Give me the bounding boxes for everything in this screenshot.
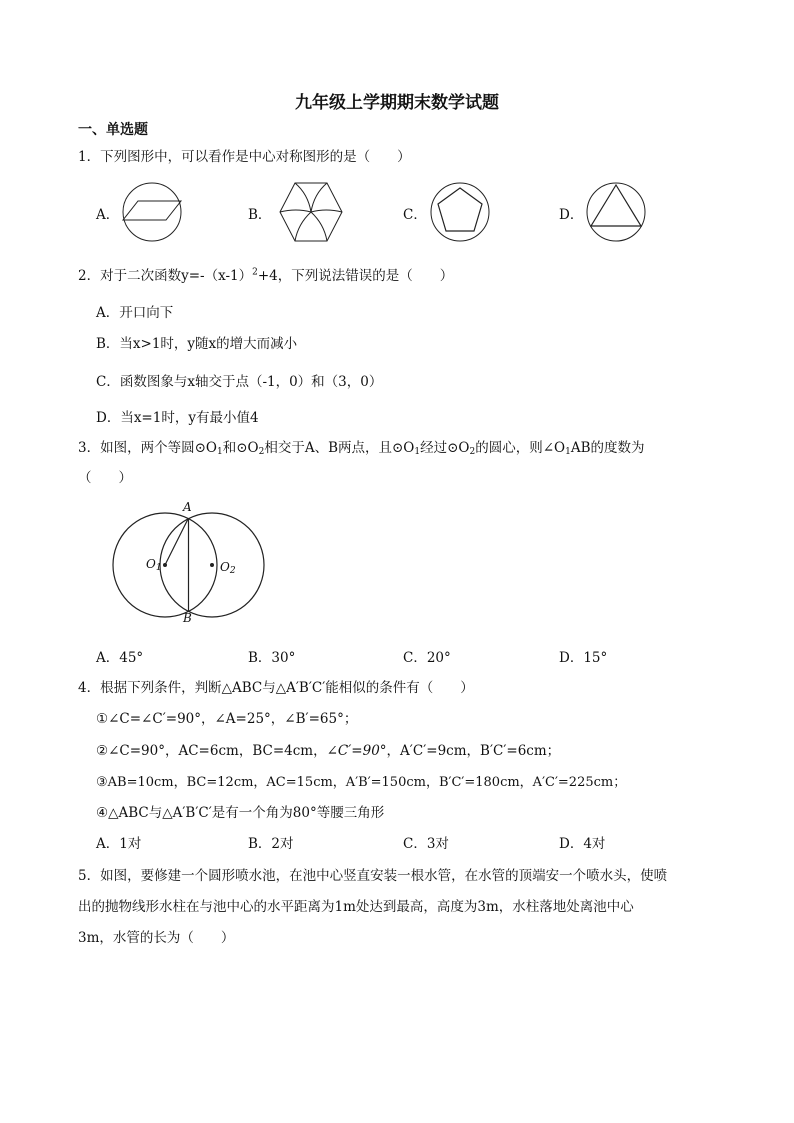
q4-option-c: C．3对 — [403, 836, 449, 852]
q3-option-a: A．45° — [96, 650, 144, 666]
q4-option-a: A．1对 — [96, 836, 142, 852]
q3-point-a-label: A — [183, 500, 192, 514]
q4-condition-1: ①∠C=∠C′=90°，∠A=25°，∠B′=65°； — [96, 711, 358, 727]
q4-option-d: D．4对 — [559, 836, 606, 852]
q4-condition-2: ②∠C=90°，AC=6cm，BC=4cm，∠C′=90°，A′C′=9cm，B′C′=6cm； — [96, 743, 561, 759]
q4-stem: 4．根据下列条件，判断△ABC与△A′B′C′能相似的条件有（ ） — [78, 680, 474, 696]
q3-option-c: C．20° — [403, 650, 451, 666]
q2-option-d: D．当x=1时，y有最小值4 — [96, 410, 259, 426]
q1-figure-a-circle-parallelogram — [120, 180, 184, 244]
q3-point-o1-label: $O_1$ — [146, 557, 162, 573]
page-title: 九年级上学期期末数学试题 — [295, 93, 499, 113]
q5-stem-line1: 5．如图，要修建一个圆形喷水池，在池中心竖直安装一根水管，在水管的顶端安一个喷水头，使喷 — [78, 868, 668, 884]
q1-figure-b-hexagon-petals — [278, 180, 344, 244]
q1-option-c-label: C． — [403, 207, 427, 223]
q2-option-a: A．开口向下 — [96, 305, 174, 321]
q1-stem: 1．下列图形中，可以看作是中心对称图形的是（ ） — [78, 149, 411, 165]
q3-stem-line2: （ ） — [78, 470, 132, 486]
q2-stem: 2．对于二次函数$y=-(x-1)^2+4$，下列说法错误的是（ ） — [78, 267, 454, 284]
section-heading: 一、单选题 — [78, 122, 148, 138]
q1-option-d-label: D． — [559, 207, 584, 223]
q2-option-c: C．函数图象与x轴交于点（-1，0）和（3，0） — [96, 374, 383, 390]
q3-stem-line1: 3．如图，两个等圆$⊙O_1$和$⊙O_2$相交于A、B两点，且$⊙O_1$经过$⊙O_2$的圆心，则$\angle O_1AB$的度数为 — [78, 440, 645, 457]
q5-stem-line3: 3m，水管的长为（ ） — [78, 930, 235, 946]
q1-figure-d-circle-triangle — [584, 180, 648, 244]
q3-option-d: D．15° — [559, 650, 608, 666]
q5-stem-line2: 出的抛物线形水柱在与池中心的水平距离为1m处达到最高，高度为3m，水柱落地处离池中心 — [78, 899, 634, 915]
q4-condition-3: ③AB=10cm，BC=12cm，AC=15cm，A′B′=150cm，B′C′=180cm，A′C′=225cm； — [96, 775, 627, 790]
q3-option-b: B．30° — [248, 650, 296, 666]
q3-point-b-label: B — [183, 611, 192, 625]
q4-option-b: B．2对 — [248, 836, 294, 852]
q4-condition-4: ④△ABC与△A′B′C′是有一个角为80°等腰三角形 — [96, 805, 385, 821]
q1-option-a-label: A． — [96, 207, 120, 223]
q1-option-b-label: B． — [248, 207, 272, 223]
q3-point-o2-label: $O_2$ — [220, 560, 236, 576]
q2-option-b: B．当x>1时，y随x的增大而减小 — [96, 336, 298, 352]
q1-figure-c-circle-pentagon — [428, 180, 492, 244]
